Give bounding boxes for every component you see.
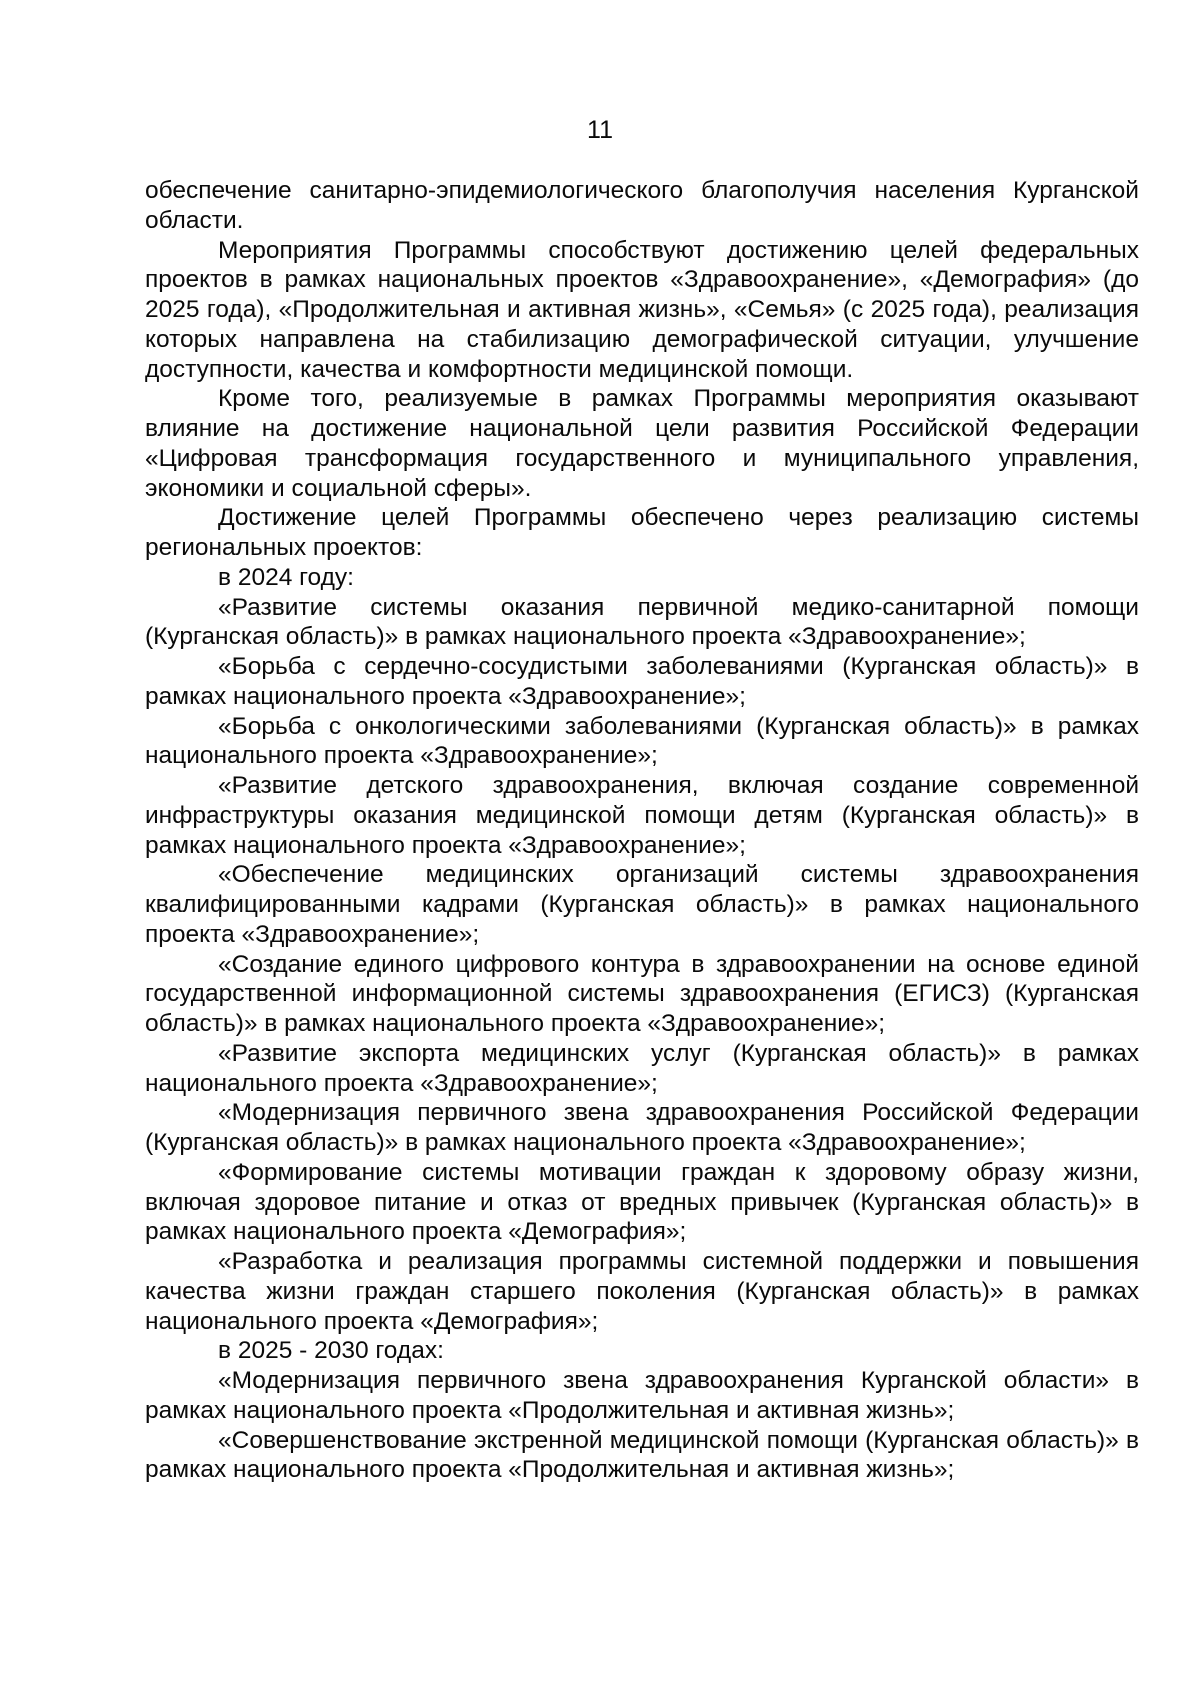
subheading-2024: в 2024 году: [218,563,354,591]
list-item: «Модернизация первичного звена здравоохранения Российской Федерации (Курганская область)» в рамках национального проекта «Здравоохранение»; [145,1099,1139,1156]
list-item: «Модернизация первичного звена здравоохранения Курганской области» в рамках национального проекта «Продолжительная и активная жизнь»; [145,1367,1139,1424]
list-item: «Создание единого цифрового контура в здравоохранении на основе единой государственной информационной системы здравоохранения (ЕГИСЗ) (Курганская область)» в рамках национального проекта «Здравоохранение»; [145,950,1139,1037]
subheading-2025-2030: в 2025 - 2030 годах: [218,1337,444,1365]
list-item: «Развитие системы оказания первичной медико-санитарной помощи (Курганская область)» в рамках национального проекта «Здравоохранение»; [145,593,1139,651]
list-item: «Развитие экспорта медицинских услуг (Курганская область)» в рамках национального проекта «Здравоохранение»; [145,1039,1139,1097]
document-body [145,176,1139,1485]
list-item: «Формирование системы мотивации граждан к здоровому образу жизни, включая здоровое питание и отказ от вредных привычек (Курганская область)» в рамках национального проекта «Демография»; [145,1158,1139,1246]
paragraph-regional-projects-intro: Достижение целей Программы обеспечено через реализацию системы региональных проектов: [145,504,1139,561]
list-item: «Совершенствование экстренной медицинской помощи (Курганская область)» в рамках национального проекта «Продолжительная и активная жизнь»; [145,1426,1139,1484]
list-item: «Обеспечение медицинских организаций системы здравоохранения квалифицированными кадрами (Курганская область)» в рамках национального проекта «Здравоохранение»; [145,861,1139,948]
list-item: «Развитие детского здравоохранения, включая создание современной инфраструктуры оказания медицинской помощи детям (Курганская область)» в рамках национального проекта «Здравоохранение»; [145,772,1139,859]
paragraph-national-goal: Кроме того, реализуемые в рамках Программы мероприятия оказывают влияние на достижение национальной цели развития Российской Федерации «Цифровая трансформация государственного и муниципального управления, экономики и социальной сферы». [145,385,1139,502]
page-number: 11 [587,116,613,144]
paragraph-program-goals: Мероприятия Программы способствуют достижению целей федеральных проектов в рамках национальных проектов «Здравоохранение», «Демография» (до 2025 года), «Продолжительная и активная жизнь», «Семья» (с 2025 года), реализация которых направлена на стабилизацию демографической ситуации, улучшение доступности, качества и комфортности медицинской помощи. [145,236,1139,383]
paragraph-continuation: обеспечение санитарно-эпидемиологического благополучия населения Курганской области. [145,177,1139,234]
list-item: «Борьба с онкологическими заболеваниями (Курганская область)» в рамках национального проекта «Здравоохранение»; [145,712,1139,770]
list-item: «Разработка и реализация программы системной поддержки и повышения качества жизни граждан старшего поколения (Курганская область)» в рамках национального проекта «Демография»; [145,1248,1139,1335]
list-item: «Борьба с сердечно-сосудистыми заболеваниями (Курганская область)» в рамках национального проекта «Здравоохранение»; [145,653,1139,710]
